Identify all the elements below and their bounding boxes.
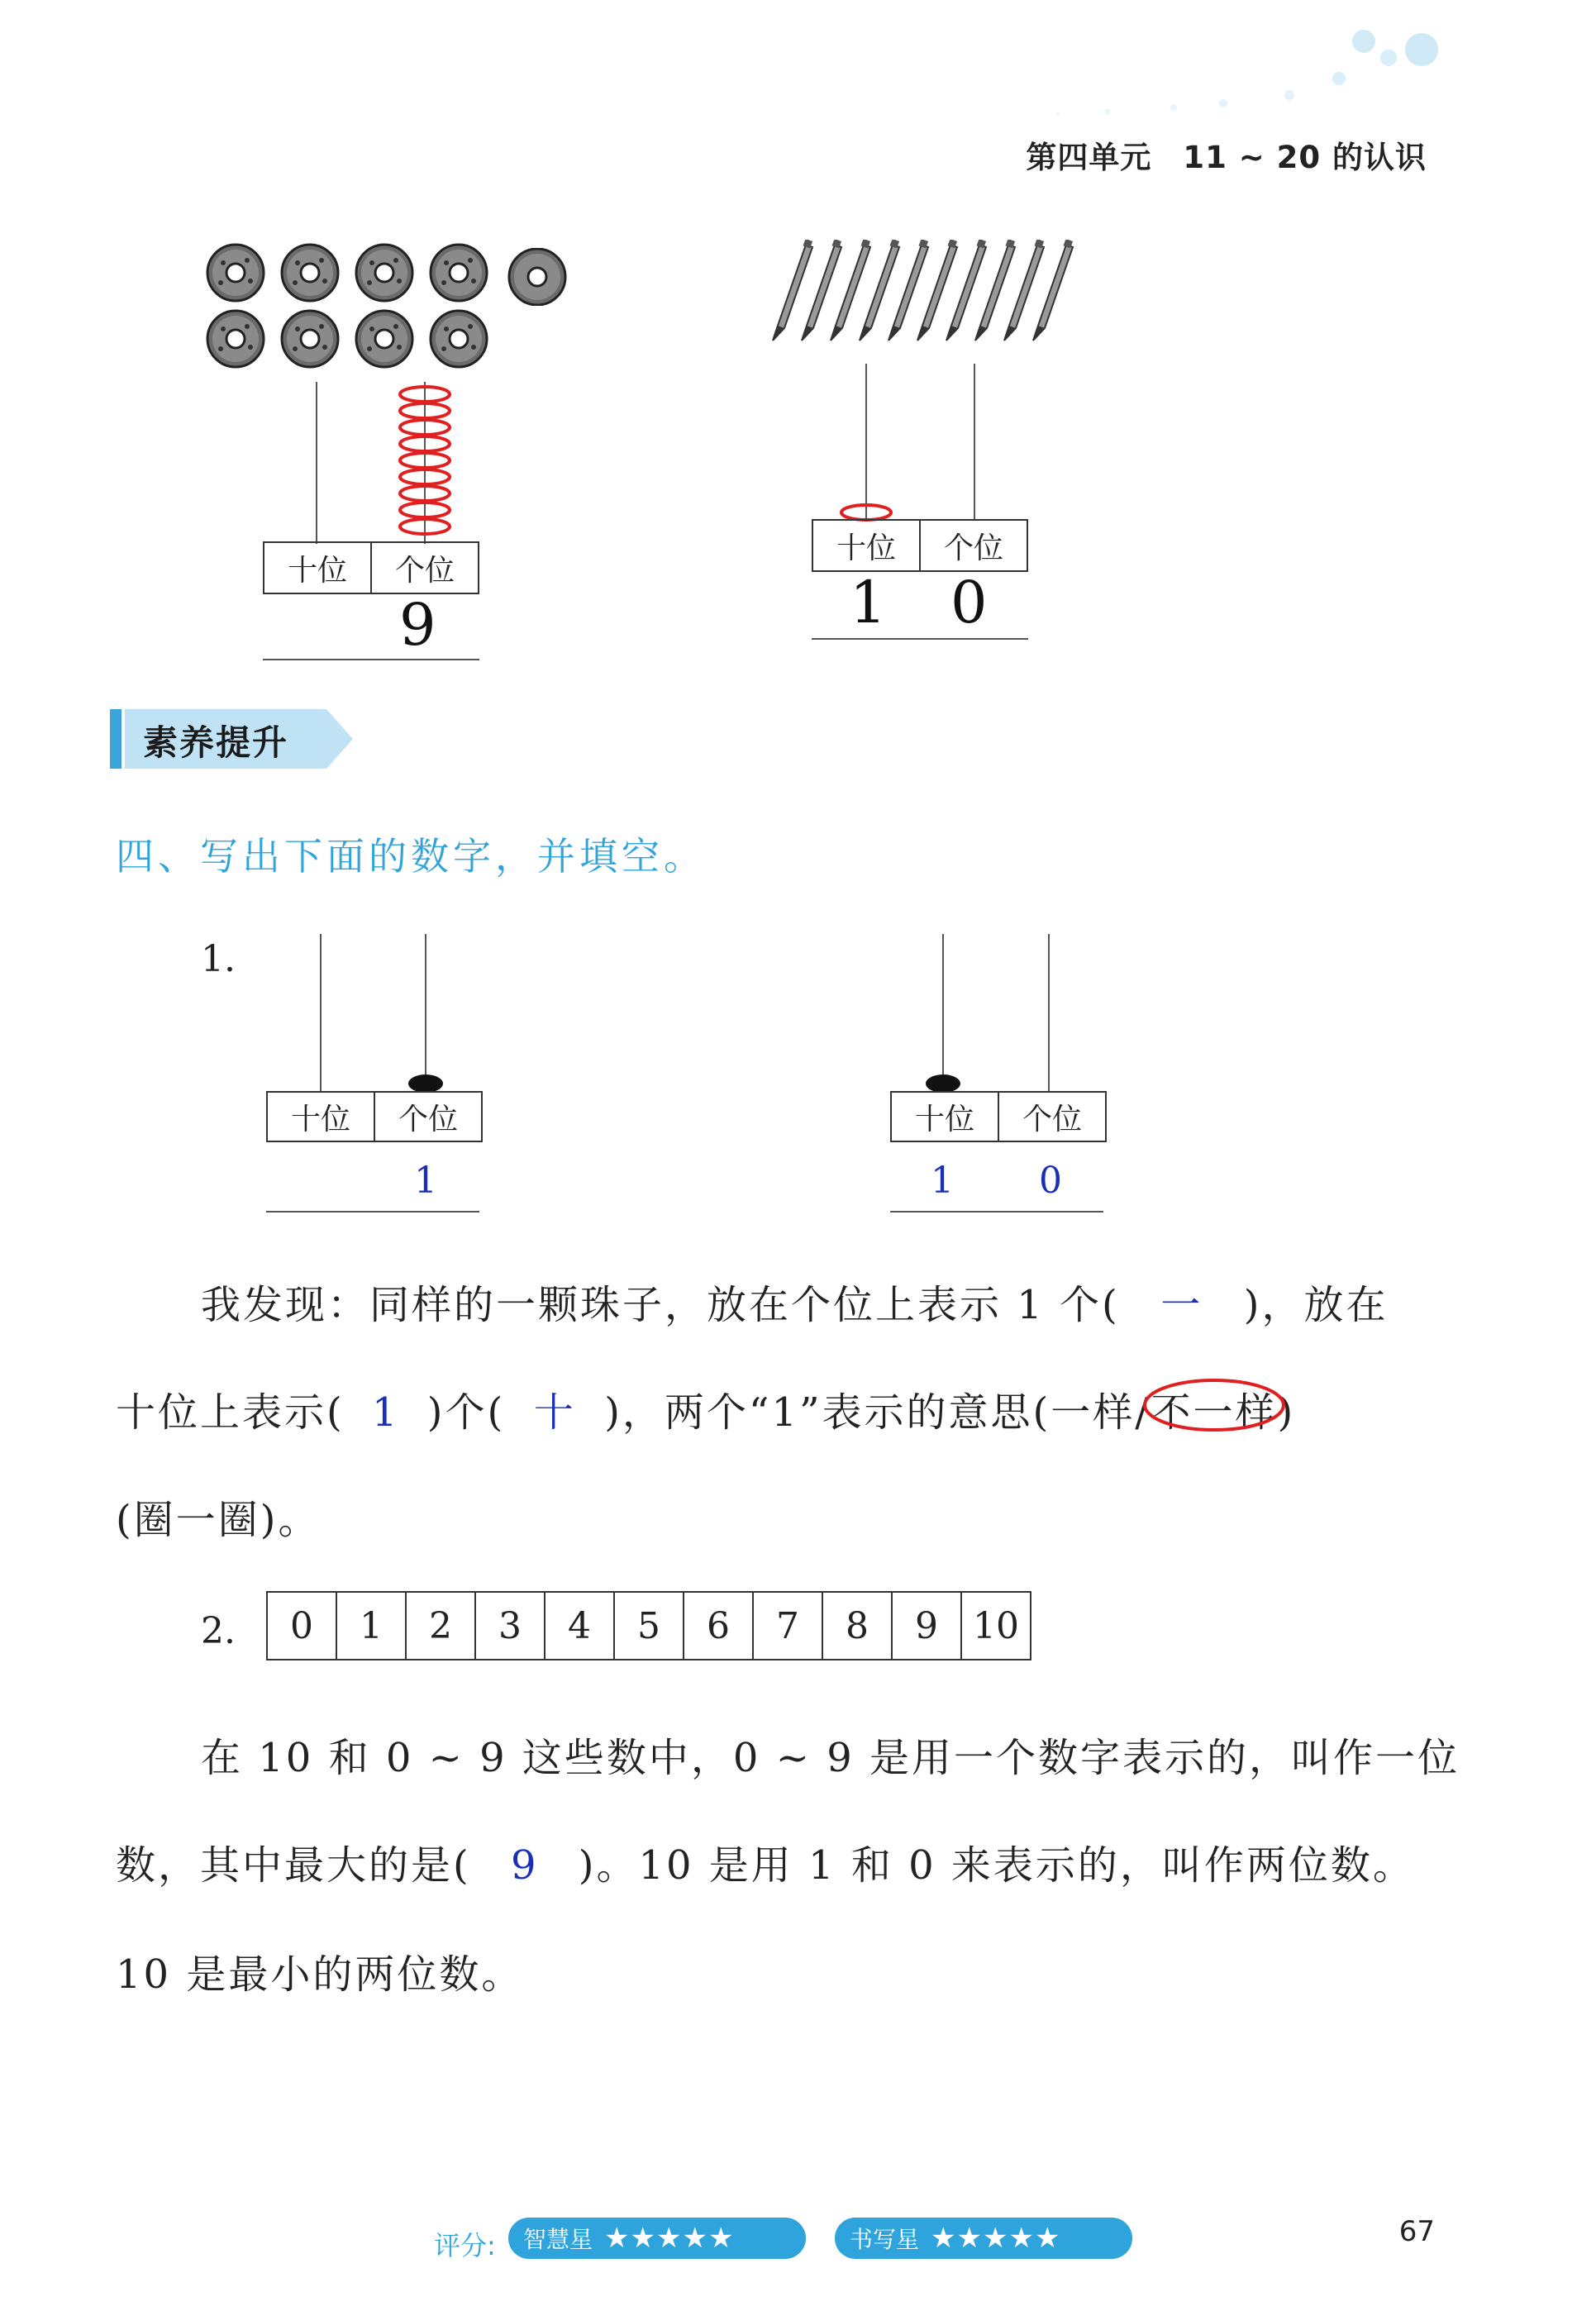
tens-label: 十位 [812,520,920,571]
number-cell: 4 [545,1592,614,1660]
answer-value: 1 [414,1160,437,1202]
drawn-beads-ones [395,384,455,541]
explanation-line-2 [116,1833,1415,1890]
donut-icon [282,311,338,367]
answer-tens-digit: 1 [850,569,887,636]
section-title: 素养提升 [143,722,289,763]
place-value-table [812,519,1028,572]
number-cell: 7 [753,1592,822,1660]
explanation-line-3: 10 是最小的两位数。 [116,1951,524,1998]
answer-line [266,1211,479,1213]
number-cell: 0 [267,1592,336,1660]
donut-icon [356,245,412,301]
wisdom-star-rating [508,2218,806,2259]
answer-line [812,638,1028,640]
answer-digit: 9 [399,591,436,659]
text: 数，其中最大的是( [116,1842,471,1889]
tens-label: 十位 [891,1092,998,1141]
ones-label: 个位 [920,520,1027,571]
tens-label: 十位 [267,1092,374,1141]
discovery-line-3: (圈一圈)。 [116,1497,321,1543]
ones-rod [974,364,975,521]
text: / [1135,1389,1151,1436]
item-number: 2. [201,1610,236,1652]
answer-line [890,1211,1103,1213]
donut-icon [207,245,264,301]
text: )个( [426,1389,506,1436]
text: ) [1277,1389,1296,1436]
donut-icon [356,311,412,367]
answer-line [263,659,479,660]
donut-icon [431,245,487,301]
option-different-circled [1151,1380,1277,1437]
number-cell: 10 [961,1592,1031,1660]
answer-blank: 9 [510,1842,539,1889]
ones-rod [425,934,426,1093]
answer-tens-value: 1 [931,1160,954,1202]
rating-label: 评分: [434,2230,496,2261]
question-title: 四、写出下面的数字，并填空。 [116,834,706,879]
tens-label: 十位 [264,542,371,593]
discovery-line-1 [201,1273,1389,1330]
star-icon: ★★★★★ [604,2222,735,2255]
number-cell: 3 [475,1592,545,1660]
number-cell: 1 [336,1592,406,1660]
discovery-line-2 [116,1380,1295,1437]
star-icon: ★★★★★ [931,2222,1061,2255]
tens-rod [320,934,322,1093]
ones-label: 个位 [998,1092,1106,1141]
unit-header: 第四单元 11 ~ 20 的认识 [1026,140,1427,175]
text: )，两个“1”表示的意思( [604,1389,1051,1436]
page-number: 67 [1398,2215,1435,2248]
ones-rod [1048,934,1050,1093]
number-cell: 5 [614,1592,684,1660]
place-value-table [266,1091,483,1142]
decorative-sparkles [975,17,1471,124]
number-cell: 6 [684,1592,753,1660]
place-value-table [263,541,479,594]
donut-group [202,236,517,376]
number-cell: 8 [822,1592,892,1660]
option-same: 一样 [1051,1389,1136,1436]
number-cells [266,1591,1031,1660]
tens-rod [316,382,317,544]
text: )，放在 [1243,1282,1389,1328]
banner-accent-bar [110,709,121,769]
number-cell: 2 [406,1592,475,1660]
section-banner [110,709,353,769]
explanation-line-1: 在 10 和 0 ~ 9 这些数中，0 ~ 9 是用一个数字表示的，叫作一位 [201,1735,1460,1781]
text: 十位上表示( [116,1389,345,1436]
text: 我发现：同样的一颗珠子，放在个位上表示 1 个( [201,1282,1120,1328]
place-value-table [890,1091,1107,1142]
red-circle-mark [1141,1375,1288,1435]
text: )。10 是用 1 和 0 来表示的，叫作两位数。 [578,1842,1415,1889]
pencil-group [765,240,1095,347]
ones-label: 个位 [374,1092,482,1141]
option-different: 不一样 [1151,1389,1278,1436]
tens-rod [865,364,867,521]
answer-ones-value: 0 [1039,1160,1062,1202]
rating-name: 智慧星 [523,2226,593,2253]
number-cell: 9 [892,1592,961,1660]
rating-name: 书写星 [850,2226,920,2253]
ones-label: 个位 [371,542,479,593]
donut-icon [431,311,487,367]
tens-rod [942,934,944,1093]
donut-icon [504,248,570,306]
donut-icon [282,245,338,301]
answer-blank: 1 [371,1389,400,1436]
item-number: 1. [201,938,236,980]
answer-ones-digit: 0 [950,569,988,636]
donut-icon [207,311,264,367]
answer-blank: 一 [1160,1282,1203,1328]
answer-blank: 十 [533,1389,576,1436]
writing-star-rating [835,2218,1132,2259]
